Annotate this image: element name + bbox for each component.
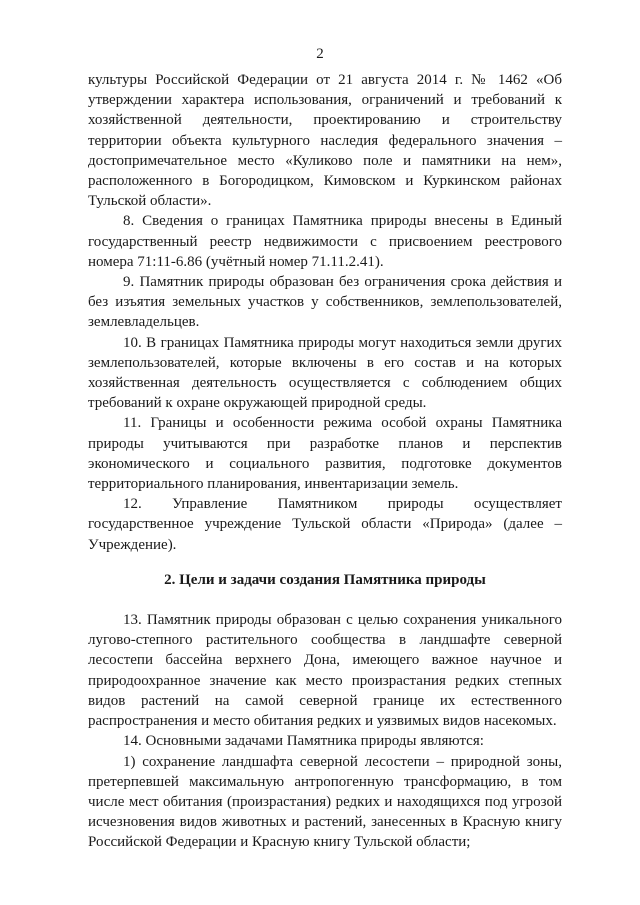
paragraph-11: 11. Границы и особенности режима особой охраны Памятника природы учитываются при разработке планов и перспектив экономического и социального развития, подготовке документов территориального планирования, инвентаризации земель.: [88, 415, 562, 493]
paragraph-14: 14. Основными задачами Памятника природы являются:: [123, 733, 484, 750]
paragraph-12: 12. Управление Памятником природы осуществляет государственное учреждение Тульской области «Природа» (далее – Учреждение).: [88, 496, 562, 553]
paragraph-8: 8. Сведения о границах Памятника природы внесены в Единый государственный реестр недвижимости с присвоением реестрового номера 71:11-6.86 (учётный номер 71.11.2.41).: [88, 213, 562, 270]
paragraph-10: 10. В границах Памятника природы могут находиться земли других землепользователей, которые включены в его состав и на которых хозяйственная деятельность осуществляется с соблюдением общих требований к охране окружающей природной среды.: [88, 334, 562, 412]
paragraph-7-continuation: культуры Российской Федерации от 21 августа 2014 г. № 1462 «Об утверждении характера использования, ограничений и требований к хозяйственной деятельности, проектированию и строительству территории объекта культурного наследия федерального значения – достопримечательное место «Куликово поле и памятники на нем», расположенного в Богородицком, Кимовском и Куркинском районах Тульской области».: [88, 72, 562, 210]
paragraph-13: 13. Памятник природы образован с целью сохранения уникального лугово-степного растительного сообщества в ландшафте северной лесостепи бассейна верхнего Дона, имеющего важное научное и природоохранное значение как место произрастания редких степных видов растений на самой северной границе их естественного распространения и место обитания редких и уязвимых видов насекомых.: [88, 612, 562, 730]
document-body: [88, 70, 562, 853]
paragraph-9: 9. Памятник природы образован без ограничения срока действия и без изъятия земельных участков у собственников, землепользователей, землевладельцев.: [88, 274, 562, 331]
page-number: 2: [316, 46, 324, 62]
section-heading: 2. Цели и задачи создания Памятника природы: [164, 571, 486, 588]
paragraph-14-item-1: 1) сохранение ландшафта северной лесостепи – природной зоны, претерпевшей максимальную антропогенную трансформацию, в том числе мест обитания (произрастания) редких и находящихся под угрозой исчезновения видов животных и растений, занесенных в Красную книгу Российской Федерации и Красную книгу Тульской области;: [88, 753, 562, 851]
